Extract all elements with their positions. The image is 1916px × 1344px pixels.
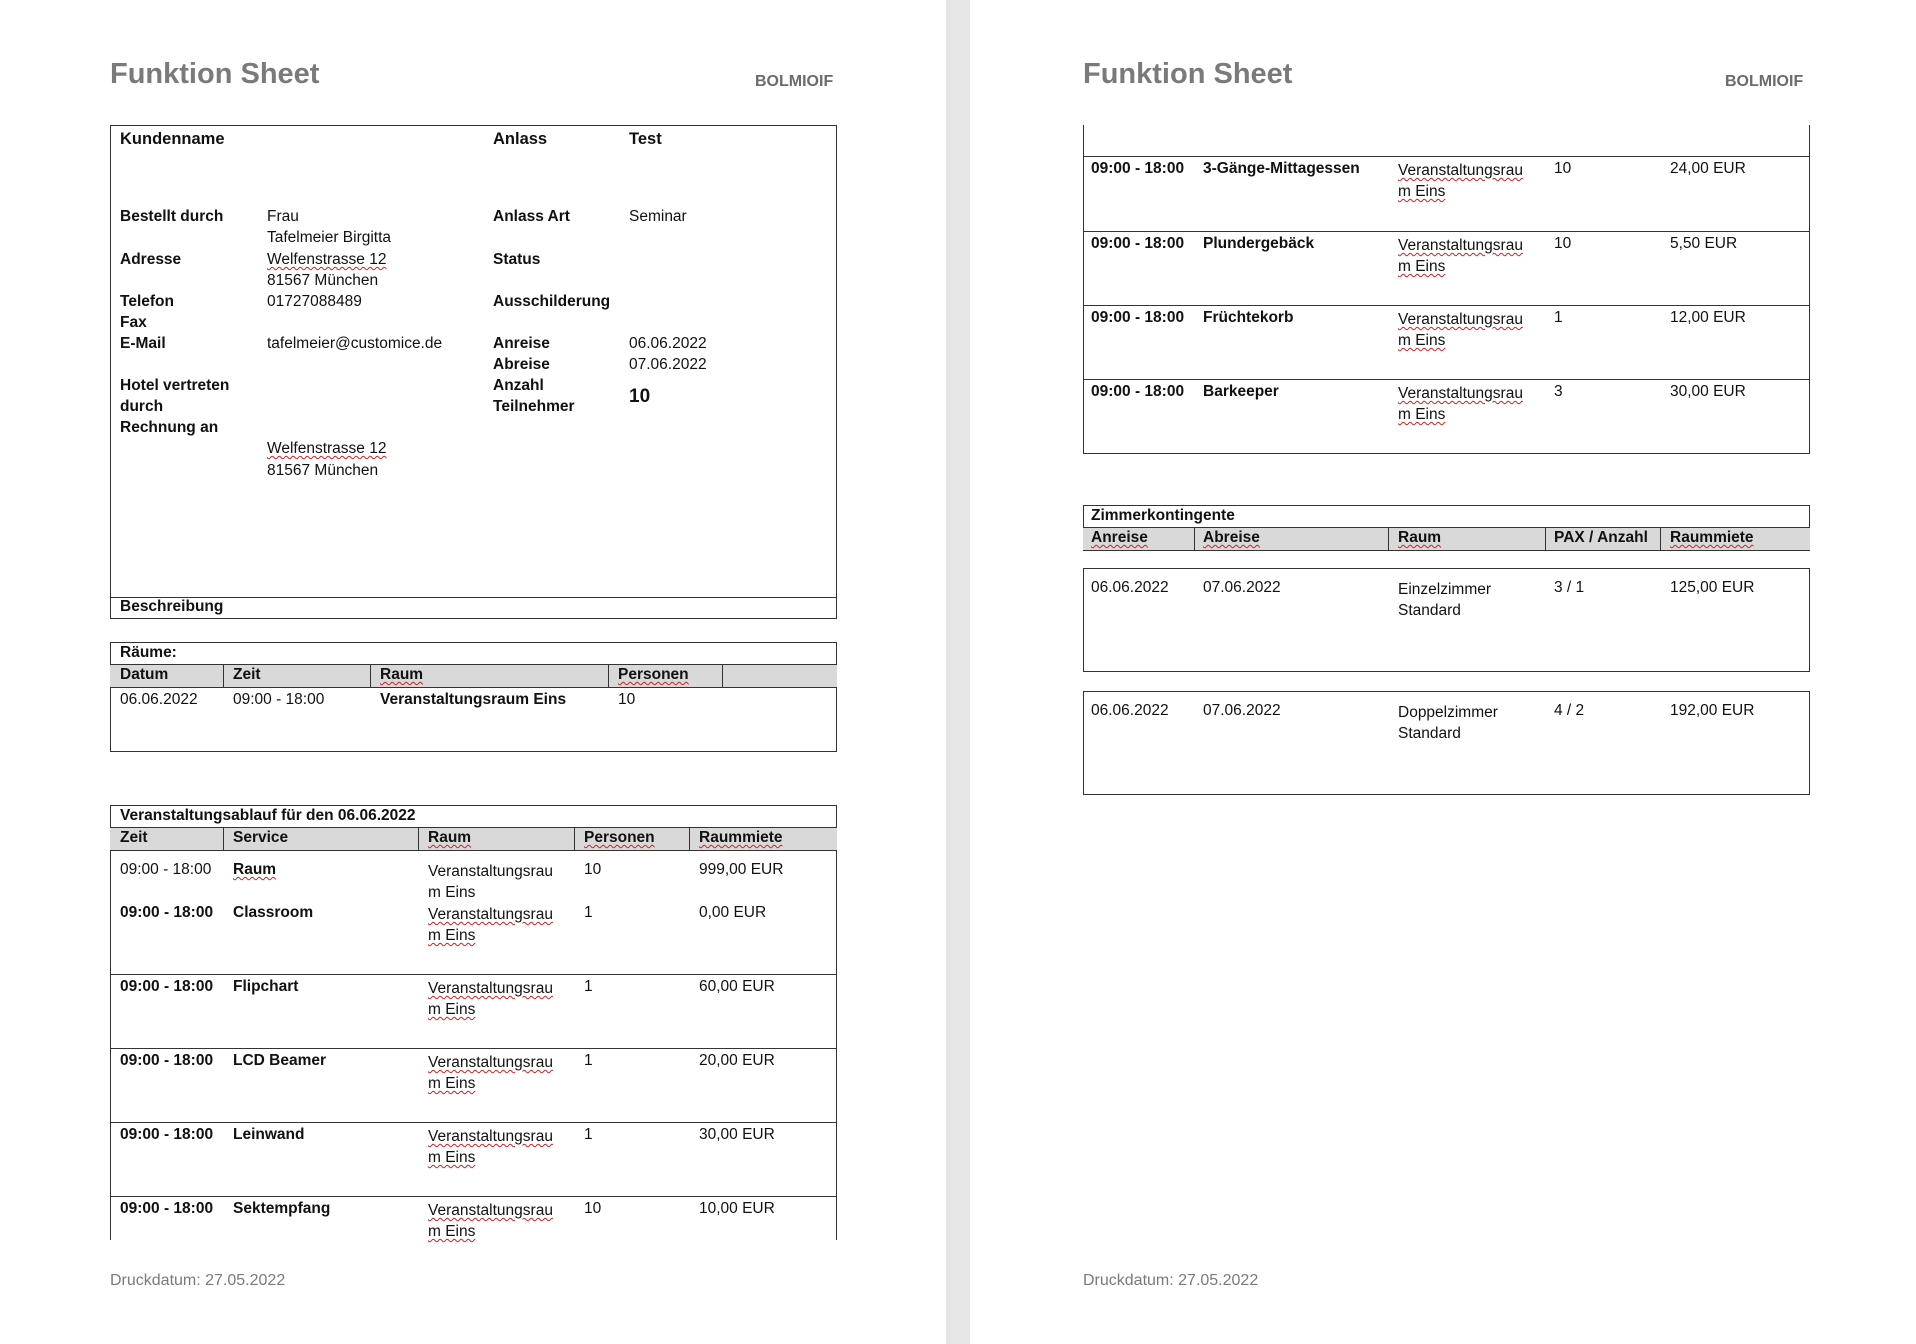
room-line-1: Veranstaltungsrau — [428, 906, 553, 923]
contingents-header-anreise: Anreise — [1091, 529, 1148, 546]
schedule-row-service: Flipchart — [233, 978, 299, 995]
label-anreise: Anreise — [493, 335, 550, 352]
schedule-row-service: 3-Gänge-Mittagessen — [1203, 160, 1360, 177]
contingent-row-anreise: 06.06.2022 — [1091, 579, 1169, 596]
rooms-header-personen: Personen — [618, 666, 689, 683]
schedule-row-raum — [428, 1126, 553, 1168]
value-anlass: Test — [629, 130, 662, 148]
label-anlass-art: Anlass Art — [493, 208, 570, 225]
schedule-row-raum — [428, 861, 553, 903]
schedule-row-personen: 10 — [1554, 160, 1572, 177]
contingent-row-miete: 125,00 EUR — [1670, 579, 1755, 596]
rooms-col-sep — [223, 664, 224, 688]
rooms-col-sep — [722, 664, 723, 688]
value-street: Welfenstrasse 12 — [267, 251, 387, 268]
room-line-1: Veranstaltungsrau — [428, 1054, 553, 1071]
label-adresse: Adresse — [120, 251, 182, 268]
schedule-row-miete: 60,00 EUR — [699, 978, 775, 995]
schedule-row-divider — [1083, 156, 1810, 157]
schedule-row-zeit: 09:00 - 18:00 — [1091, 160, 1185, 177]
document-code: BOLMIOIF — [755, 73, 834, 90]
label-hotel-vertreten: Hotel vertreten — [120, 377, 230, 394]
schedule-row-zeit: 09:00 - 18:00 — [1091, 383, 1185, 400]
schedule-row-divider — [110, 974, 837, 975]
label-anzahl: Anzahl — [493, 377, 544, 394]
rooms-row-raum: Veranstaltungsraum Eins — [380, 691, 567, 708]
rooms-header-row — [110, 664, 837, 688]
contingents-header-pax: PAX / Anzahl — [1554, 529, 1648, 546]
schedule-header-service: Service — [233, 829, 289, 846]
schedule-row-raum — [1398, 160, 1523, 202]
rooms-header-raum: Raum — [380, 666, 424, 683]
value-email: tafelmeier@customice.de — [267, 335, 443, 352]
room-line-2: m Eins — [1398, 406, 1446, 423]
schedule-row-zeit: 09:00 - 18:00 — [1091, 309, 1185, 326]
schedule-row-divider — [1083, 379, 1810, 380]
print-date: Druckdatum: 27.05.2022 — [1083, 1272, 1259, 1289]
label-hotel-vertreten-durch: durch — [120, 398, 164, 415]
rooms-col-sep — [370, 664, 371, 688]
value-city: 81567 München — [267, 272, 379, 289]
schedule-row-raum — [1398, 235, 1523, 277]
schedule-row-personen: 10 — [1554, 235, 1572, 252]
schedule-row-miete: 20,00 EUR — [699, 1052, 775, 1069]
room-line-1: Veranstaltungsrau — [428, 1128, 553, 1145]
schedule-row-divider — [110, 1048, 837, 1049]
schedule-row-personen: 1 — [584, 1052, 593, 1069]
contingent-row-raum — [1398, 579, 1491, 621]
rooms-title: Räume: — [120, 644, 177, 661]
schedule-title: Veranstaltungsablauf für den 06.06.2022 — [120, 807, 416, 824]
rooms-header-datum: Datum — [120, 666, 169, 683]
contingent-row-pax: 4 / 2 — [1554, 702, 1585, 719]
schedule-row-personen: 1 — [584, 978, 593, 995]
room-line-1: Veranstaltungsrau — [1398, 237, 1523, 254]
schedule-header-personen: Personen — [584, 829, 655, 846]
room-line-1: Veranstaltungsrau — [1398, 311, 1523, 328]
schedule-row-zeit: 09:00 - 18:00 — [120, 1126, 214, 1143]
page-title: Funktion Sheet — [110, 58, 320, 90]
value-bestellt-salutation: Frau — [267, 208, 299, 225]
schedule-row-zeit: 09:00 - 18:00 — [120, 978, 214, 995]
room-line-1: Veranstaltungsrau — [1398, 162, 1523, 179]
page-title: Funktion Sheet — [1083, 58, 1293, 90]
label-bestellt-durch: Bestellt durch — [120, 208, 224, 225]
label-beschreibung: Beschreibung — [120, 598, 224, 615]
label-fax: Fax — [120, 314, 147, 331]
label-anlass: Anlass — [493, 130, 548, 148]
rooms-row-datum: 06.06.2022 — [120, 691, 198, 708]
label-kundenname: Kundenname — [120, 130, 225, 148]
schedule-row-service: Raum — [233, 861, 277, 878]
schedule-row-miete: 5,50 EUR — [1670, 235, 1738, 252]
schedule-row-miete: 30,00 EUR — [699, 1126, 775, 1143]
schedule-row-personen: 1 — [584, 904, 593, 921]
schedule-row-service: Classroom — [233, 904, 314, 921]
schedule-col-sep — [574, 827, 575, 851]
room-line-1: Veranstaltungsrau — [428, 1202, 553, 1219]
contingents-col-sep — [1545, 527, 1546, 551]
value-bestellt-name: Tafelmeier Birgitta — [267, 229, 392, 246]
rooms-row-personen: 10 — [618, 691, 636, 708]
label-rechnung-an: Rechnung an — [120, 419, 219, 436]
value-telefon: 01727088489 — [267, 293, 362, 310]
value-anreise: 06.06.2022 — [629, 335, 707, 352]
schedule-row-raum — [428, 1052, 553, 1094]
schedule-header-zeit: Zeit — [120, 829, 148, 846]
schedule-col-sep — [223, 827, 224, 851]
room-line-2: m Eins — [428, 884, 476, 901]
room-category: Standard — [1398, 602, 1461, 619]
schedule-col-sep — [689, 827, 690, 851]
room-type: Einzelzimmer — [1398, 581, 1492, 598]
schedule-row-zeit: 09:00 - 18:00 — [120, 1200, 214, 1217]
schedule-row-service: Früchtekorb — [1203, 309, 1294, 326]
value-abreise: 07.06.2022 — [629, 356, 707, 373]
schedule-row-personen: 1 — [584, 1126, 593, 1143]
room-line-2: m Eins — [428, 927, 476, 944]
schedule-row-raum — [428, 978, 553, 1020]
contingents-header-raum: Raum — [1398, 529, 1442, 546]
schedule-row-miete: 12,00 EUR — [1670, 309, 1746, 326]
room-line-2: m Eins — [1398, 258, 1446, 275]
schedule-row-raum — [1398, 383, 1523, 425]
schedule-row-miete: 10,00 EUR — [699, 1200, 775, 1217]
schedule-row-personen: 10 — [584, 1200, 602, 1217]
customer-info-box — [110, 125, 837, 619]
schedule-row-personen: 1 — [1554, 309, 1563, 326]
document-page-2 — [970, 0, 1916, 1344]
room-line-2: m Eins — [1398, 183, 1446, 200]
schedule-row-raum — [428, 904, 553, 946]
schedule-row-service: Sektempfang — [233, 1200, 331, 1217]
label-abreise: Abreise — [493, 356, 550, 373]
schedule-row-service: LCD Beamer — [233, 1052, 327, 1069]
schedule-row-zeit: 09:00 - 18:00 — [120, 904, 214, 921]
room-line-2: m Eins — [428, 1001, 476, 1018]
contingents-col-sep — [1388, 527, 1389, 551]
schedule-row-service: Leinwand — [233, 1126, 305, 1143]
label-teilnehmer: Teilnehmer — [493, 398, 575, 415]
label-ausschilderung: Ausschilderung — [493, 293, 611, 310]
document-code: BOLMIOIF — [1725, 73, 1804, 90]
room-line-2: m Eins — [428, 1149, 476, 1166]
label-email: E-Mail — [120, 335, 166, 352]
value-anlass-art: Seminar — [629, 208, 687, 225]
contingents-title: Zimmerkontingente — [1091, 507, 1235, 524]
document-page-1 — [0, 0, 946, 1344]
rooms-col-sep — [608, 664, 609, 688]
schedule-header-raummiete: Raummiete — [699, 829, 783, 846]
schedule-row-raum — [1398, 309, 1523, 351]
contingents-header-raummiete: Raummiete — [1670, 529, 1754, 546]
schedule-row-zeit: 09:00 - 18:00 — [120, 1052, 214, 1069]
schedule-row-miete: 0,00 EUR — [699, 904, 767, 921]
schedule-row-personen: 10 — [584, 861, 602, 878]
room-line-1: Veranstaltungsrau — [1398, 385, 1523, 402]
room-line-2: m Eins — [428, 1075, 476, 1092]
schedule-row-miete: 24,00 EUR — [1670, 160, 1746, 177]
schedule-row-zeit: 09:00 - 18:00 — [120, 861, 212, 878]
room-line-2: m Eins — [428, 1223, 476, 1240]
value-teilnehmer: 10 — [629, 386, 651, 407]
contingents-col-sep — [1194, 527, 1195, 551]
contingent-row-abreise: 07.06.2022 — [1203, 702, 1281, 719]
schedule-row-miete: 30,00 EUR — [1670, 383, 1746, 400]
schedule-row-divider — [1083, 305, 1810, 306]
label-status: Status — [493, 251, 541, 268]
value-rechnung-city: 81567 München — [267, 462, 379, 479]
schedule-row-divider — [110, 1122, 837, 1123]
rooms-header-zeit: Zeit — [233, 666, 261, 683]
room-line-1: Veranstaltungsrau — [428, 980, 553, 997]
schedule-row-service: Barkeeper — [1203, 383, 1279, 400]
room-line-1: Veranstaltungsrau — [428, 863, 553, 880]
label-telefon: Telefon — [120, 293, 174, 310]
schedule-header-raum: Raum — [428, 829, 472, 846]
value-rechnung-street: Welfenstrasse 12 — [267, 440, 387, 457]
schedule-col-sep — [418, 827, 419, 851]
schedule-row-divider — [1083, 231, 1810, 232]
schedule-row-miete: 999,00 EUR — [699, 861, 784, 878]
room-line-2: m Eins — [1398, 332, 1446, 349]
contingent-row-abreise: 07.06.2022 — [1203, 579, 1281, 596]
print-date: Druckdatum: 27.05.2022 — [110, 1272, 286, 1289]
contingents-col-sep — [1660, 527, 1661, 551]
contingents-header-abreise: Abreise — [1203, 529, 1260, 546]
rooms-row-zeit: 09:00 - 18:00 — [233, 691, 325, 708]
contingent-row-pax: 3 / 1 — [1554, 579, 1585, 596]
contingent-row-anreise: 06.06.2022 — [1091, 702, 1169, 719]
contingent-row-raum — [1398, 702, 1498, 744]
contingent-row-miete: 192,00 EUR — [1670, 702, 1755, 719]
schedule-row-service: Plundergebäck — [1203, 235, 1315, 252]
schedule-row-raum — [428, 1200, 553, 1242]
room-type: Doppelzimmer — [1398, 704, 1498, 721]
schedule-row-divider — [110, 1196, 837, 1197]
schedule-row-zeit: 09:00 - 18:00 — [1091, 235, 1185, 252]
schedule-row-personen: 3 — [1554, 383, 1563, 400]
room-category: Standard — [1398, 725, 1461, 742]
